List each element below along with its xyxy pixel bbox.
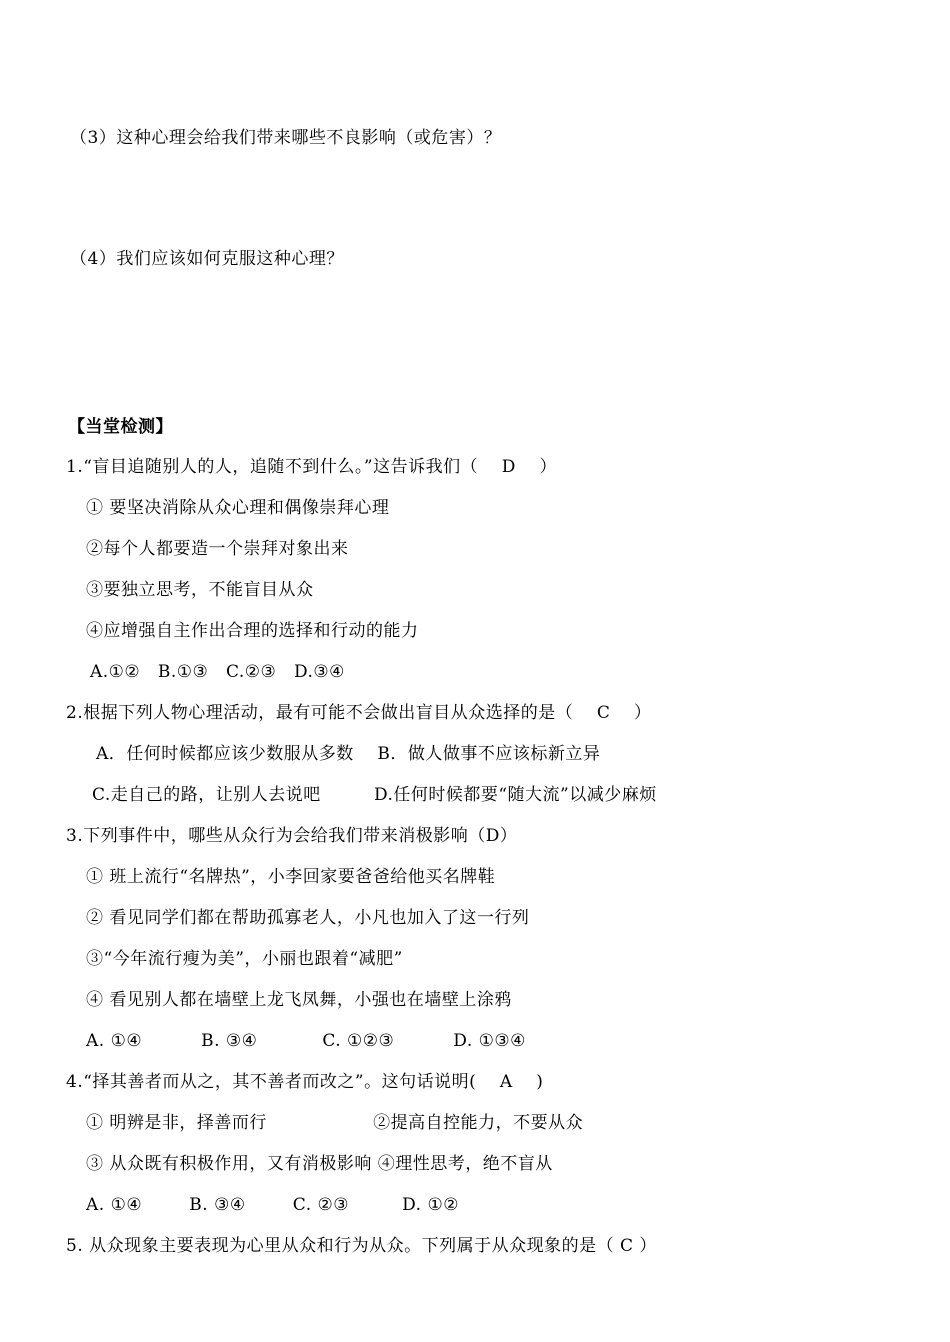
question-4-choices: A. ①④ B. ③④ C. ②③ D. ①② — [86, 1195, 459, 1215]
open-question-3: （3）这种心理会给我们带来哪些不良影响（或危害）？ — [70, 128, 502, 148]
open-question-4: （4）我们应该如何克服这种心理？ — [70, 249, 344, 269]
question-1-option-3: ③要独立思考，不能盲目从众 — [86, 580, 314, 600]
question-1-choices: A.①② B.①③ C.②③ D.③④ — [90, 662, 345, 682]
question-2-choices-cd: C.走自己的路，让别人去说吧 D.任何时候都要“随大流”以减少麻烦 — [92, 785, 657, 805]
question-1-option-4: ④应增强自主作出合理的选择和行动的能力 — [86, 621, 419, 641]
question-2-choices-ab: A．任何时候都应该少数服从多数 B．做人做事不应该标新立异 — [96, 744, 601, 764]
question-5-stem: 5. 从众现象主要表现为心里从众和行为从众。下列属于从众现象的是（ C ） — [66, 1236, 657, 1256]
question-1-option-1: ① 要坚决消除从众心理和偶像崇拜心理 — [86, 498, 390, 518]
question-4-stem: 4.“择其善者而从之，其不善者而改之”。这句话说明( A ) — [66, 1072, 544, 1092]
section-title: 【当堂检测】 — [68, 417, 173, 437]
question-1-option-2: ②每个人都要造一个崇拜对象出来 — [86, 539, 349, 559]
question-4-options-3-4: ③ 从众既有积极作用，又有消极影响 ④理性思考，绝不盲从 — [86, 1154, 553, 1174]
question-1-stem: 1.“盲目追随别人的人，追随不到什么。”这告诉我们（ D ） — [66, 457, 557, 477]
question-4-options-1-2: ① 明辨是非，择善而行 ②提高自控能力，不要从众 — [86, 1113, 584, 1133]
question-3-option-4: ④ 看见别人都在墙壁上龙飞凤舞，小强也在墙壁上涂鸦 — [86, 990, 512, 1010]
question-3-option-1: ① 班上流行“名牌热”，小李回家要爸爸给他买名牌鞋 — [86, 867, 496, 887]
question-3-choices: A. ①④ B. ③④ C. ①②③ D. ①③④ — [86, 1031, 526, 1051]
question-2-stem: 2.根据下列人物心理活动，最有可能不会做出盲目从众选择的是（ C ） — [66, 703, 652, 723]
question-3-option-2: ② 看见同学们都在帮助孤寡老人，小凡也加入了这一行列 — [86, 908, 530, 928]
question-3-option-3: ③“今年流行瘦为美”，小丽也跟着“减肥” — [86, 949, 403, 969]
question-3-stem: 3.下列事件中，哪些从众行为会给我们带来消极影响（D） — [66, 826, 518, 846]
